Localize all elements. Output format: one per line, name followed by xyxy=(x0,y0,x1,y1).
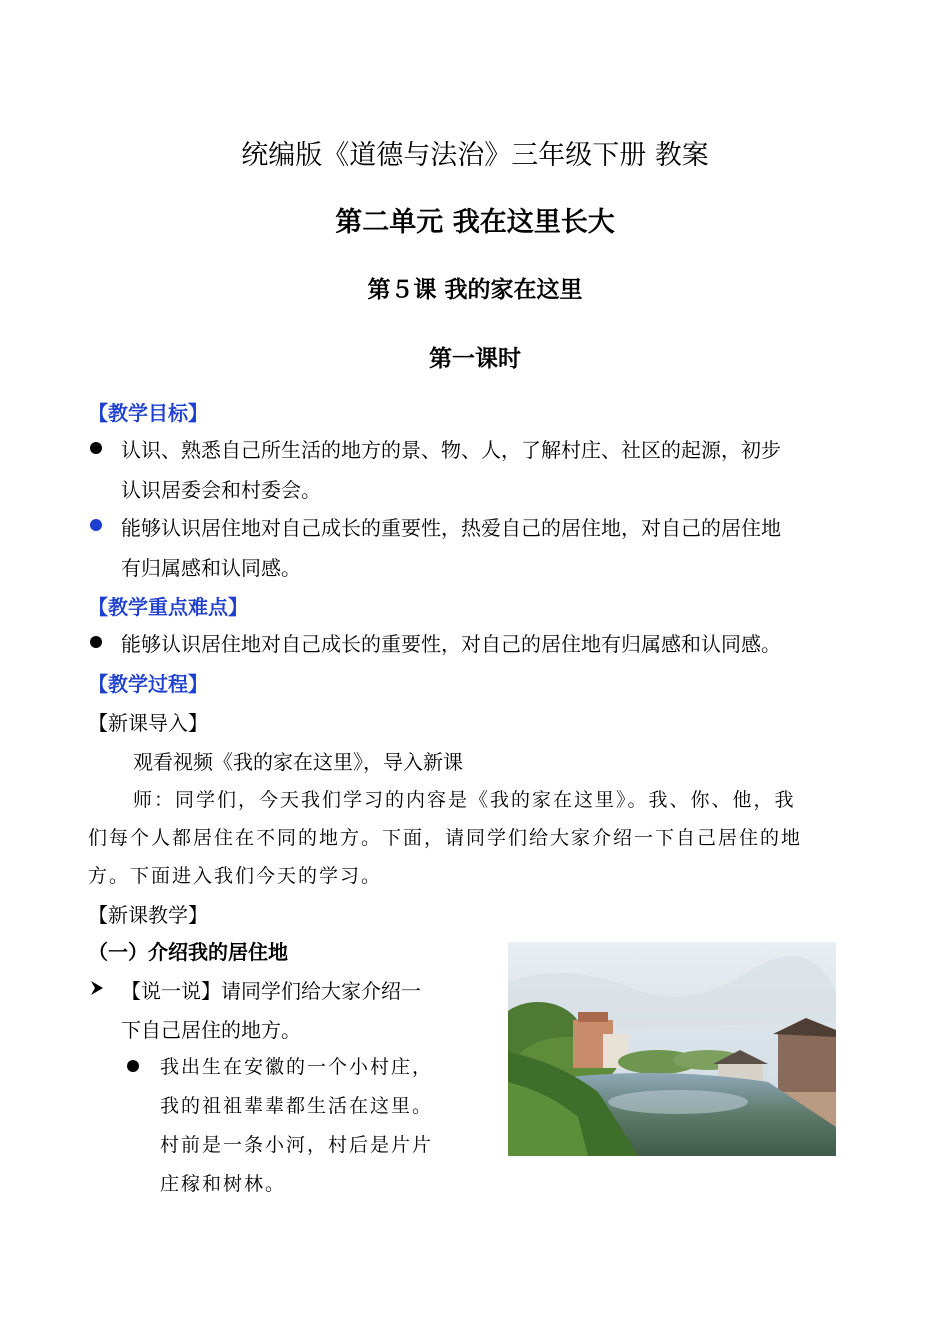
say-line-1: 【说一说】请同学们给大家介绍一 xyxy=(121,979,421,1003)
process-heading: 【教学过程】 xyxy=(88,672,208,696)
key-point-1: 能够认识居住地对自己成长的重要性，对自己的居住地有归属感和认同感。 xyxy=(121,632,781,656)
objective-2-line2: 有归属感和认同感。 xyxy=(121,556,301,580)
teacher-line-1: 师：同学们，今天我们学习的内容是《我的家在这里》。我、你、他，我 xyxy=(133,789,796,811)
objective-1-line2: 认识居委会和村委会。 xyxy=(121,478,321,502)
arrow-right-icon xyxy=(89,980,105,996)
lesson-title: 第５课 我的家在这里 xyxy=(367,277,583,303)
objective-1-line1: 认识、熟悉自己所生活的地方的景、物、人，了解村庄、社区的起源，初步 xyxy=(121,438,781,462)
say-line-2: 下自己居住的地方。 xyxy=(121,1018,301,1042)
village-river-photo xyxy=(508,942,836,1156)
unit-title: 第二单元 我在这里长大 xyxy=(335,207,615,238)
bullet-dot-icon xyxy=(90,519,102,531)
objectives-heading: 【教学目标】 xyxy=(88,401,208,425)
example-line-2: 我的祖祖辈辈都生活在这里。 xyxy=(160,1095,434,1117)
example-line-1: 我出生在安徽的一个小村庄， xyxy=(160,1056,434,1078)
objective-2-line1: 能够认识居住地对自己成长的重要性，热爱自己的居住地，对自己的居住地 xyxy=(121,516,781,540)
bullet-dot-icon xyxy=(90,442,102,454)
document-title: 统编版《道德与法治》三年级下册 教案 xyxy=(241,140,709,171)
teacher-line-3: 方。下面进入我们今天的学习。 xyxy=(88,865,383,887)
bullet-dot-icon xyxy=(90,636,102,648)
intro-heading: 【新课导入】 xyxy=(88,711,208,735)
example-line-3: 村前是一条小河，村后是片片 xyxy=(160,1134,434,1156)
teacher-line-2: 们每个人都居住在不同的地方。下面，请同学们给大家介绍一下自己居住的地 xyxy=(88,827,803,849)
part1-heading: （一）介绍我的居住地 xyxy=(88,940,288,964)
example-line-4: 庄稼和树林。 xyxy=(160,1173,287,1195)
period-title: 第一课时 xyxy=(429,346,521,372)
intro-line: 观看视频《我的家在这里》，导入新课 xyxy=(133,750,463,774)
teach-heading: 【新课教学】 xyxy=(88,903,208,927)
bullet-dot-icon xyxy=(127,1060,139,1072)
key-points-heading: 【教学重点难点】 xyxy=(88,595,248,619)
